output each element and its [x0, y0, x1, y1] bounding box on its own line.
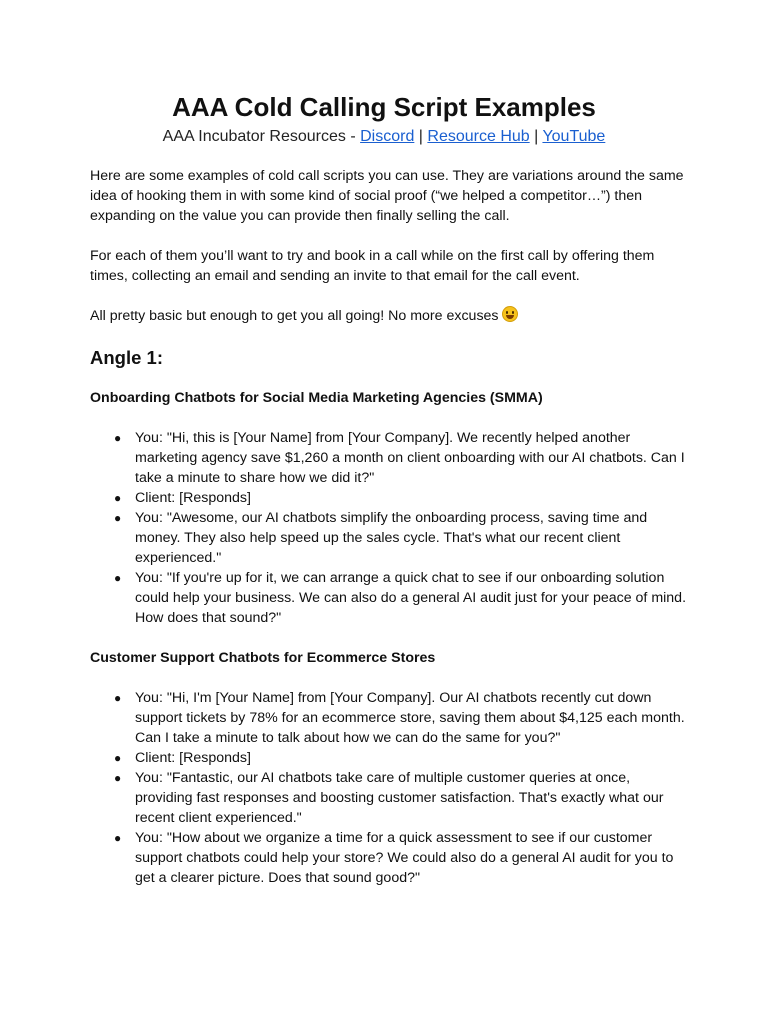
script-line: Client: [Responds] — [135, 750, 251, 766]
bullet-icon: ● — [114, 751, 122, 765]
bullet-icon: ● — [114, 831, 122, 845]
discord-link[interactable]: Discord — [360, 128, 415, 145]
document-body — [90, 166, 690, 908]
list-item — [90, 488, 690, 508]
list-item — [90, 768, 690, 828]
youtube-link[interactable]: YouTube — [542, 128, 606, 145]
list-item — [90, 508, 690, 568]
bullet-icon: ● — [114, 431, 122, 445]
page-title: AAA Cold Calling Script Examples — [172, 92, 596, 122]
script-line: You: "Fantastic, our AI chatbots take care of multiple customer queries at once, providing fast responses and boosting customer satisfaction. That's exactly what our recent client experienced." — [135, 770, 664, 826]
list-item — [90, 428, 690, 488]
list-item — [90, 748, 690, 768]
script-section-ecommerce — [90, 648, 690, 888]
script-line: You: "Hi, this is [Your Name] from [Your Company]. We recently helped another marketing agency save $1,260 a month on client onboarding with our AI chatbots. Can I take a minute to share how we did it?" — [135, 430, 685, 486]
list-item — [90, 828, 690, 888]
instructions-paragraph — [90, 246, 690, 286]
script-line: You: "If you're up for it, we can arrange a quick chat to see if our onboarding solution could help your business. We can also do a general AI audit just for your peace of mind. How does that sound?" — [135, 570, 687, 626]
bullet-icon: ● — [114, 691, 122, 705]
angle-heading: Angle 1: — [90, 347, 163, 368]
list-item — [90, 688, 690, 748]
script-line: Client: [Responds] — [135, 490, 251, 506]
link-separator: | — [529, 128, 543, 145]
script-line: You: "Awesome, our AI chatbots simplify the onboarding process, saving time and money. They also help speed up the sales cycle. That's what our recent client experienced." — [135, 510, 648, 566]
subtitle-prefix: AAA Incubator Resources - — [162, 128, 361, 145]
section-title: Onboarding Chatbots for Social Media Marketing Agencies (SMMA) — [90, 390, 543, 406]
resource-links-line — [0, 126, 768, 148]
section-title: Customer Support Chatbots for Ecommerce Stores — [90, 650, 436, 666]
script-line: You: "Hi, I'm [Your Name] from [Your Company]. Our AI chatbots recently cut down support tickets by 78% for an ecommerce store, saving them about $4,125 each month. Can I take a minute to talk about how we can do the same for you?" — [135, 690, 685, 746]
link-separator: | — [414, 128, 428, 145]
bullet-icon: ● — [114, 491, 122, 505]
instructions-text: For each of them you’ll want to try and book in a call while on the first call by offering them times, collecting an email and sending an invite to that email for the call event. — [90, 248, 655, 284]
script-list — [90, 688, 690, 888]
closing-paragraph — [90, 306, 690, 326]
resource-hub-link[interactable]: Resource Hub — [427, 128, 530, 145]
script-line: You: "How about we organize a time for a quick assessment to see if our customer support chatbots could help your store? We could also do a general AI audit for you to get a clearer picture. Does that sound good?" — [135, 830, 674, 886]
bullet-icon: ● — [114, 571, 122, 585]
list-item — [90, 568, 690, 628]
grinning-face-icon — [502, 306, 518, 322]
script-list — [90, 428, 690, 628]
script-section-smma — [90, 388, 690, 628]
closing-text: All pretty basic but enough to get you all going! No more excuses — [90, 308, 499, 324]
bullet-icon: ● — [114, 771, 122, 785]
intro-paragraph: Here are some examples of cold call scripts you can use. They are variations around the same idea of hooking them in with some kind of social proof (“we helped a competitor…”) then expanding on the value you can provide then finally selling the call. — [90, 168, 684, 224]
bullet-icon: ● — [114, 511, 122, 525]
